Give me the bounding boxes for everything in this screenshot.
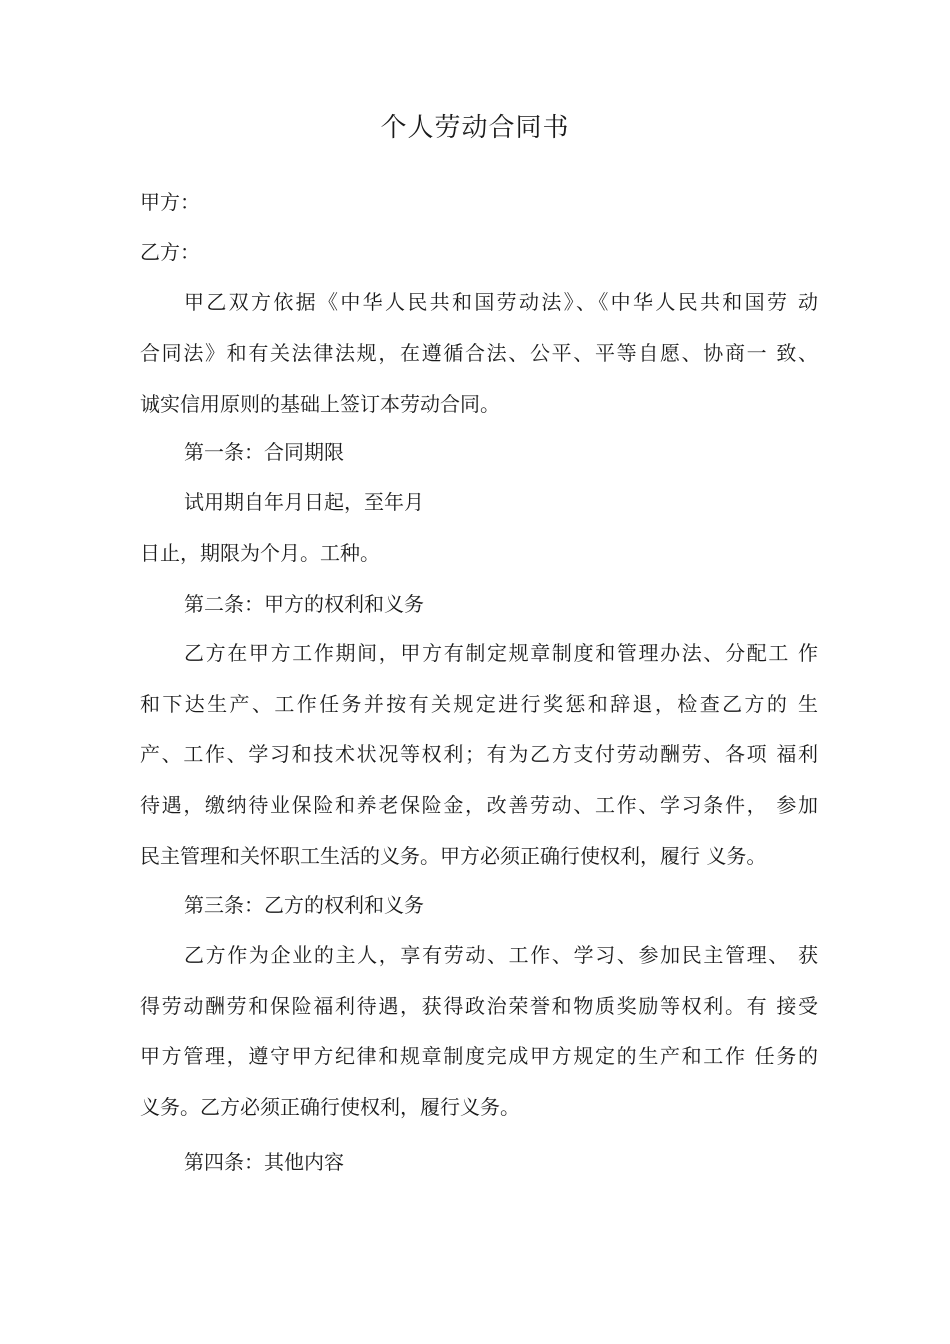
document-title: 个人劳动合同书	[380, 113, 570, 143]
party-a-label: 甲方：	[140, 190, 200, 214]
article-2-line: 民主管理和关怀职工生活的义务。甲方必须正确行使权利，履行 义务。	[140, 844, 767, 868]
preamble-line: 诚实信用原则的基础上签订本劳动合同。	[140, 392, 500, 416]
article-2-line: 待遇，缴纳待业保险和养老保险金，改善劳动、工作、学习条件， 参加	[140, 793, 818, 817]
article-2-line: 乙方在甲方工作期间，甲方有制定规章制度和管理办法、分配工 作	[184, 641, 818, 665]
article-3-line: 甲方管理，遵守甲方纪律和规章制度完成甲方规定的生产和工作 任务的	[140, 1044, 818, 1068]
article-1-line: 试用期自年月日起，至年月	[184, 490, 424, 514]
article-4-heading: 第四条：其他内容	[184, 1150, 344, 1174]
article-3-line: 得劳动酬劳和保险福利待遇，获得政治荣誉和物质奖励等权利。有 接受	[140, 994, 818, 1018]
preamble-line: 合同法》和有关法律法规，在遵循合法、公平、平等自愿、协商一 致、	[140, 341, 818, 365]
article-3-line: 义务。乙方必须正确行使权利，履行义务。	[140, 1095, 520, 1119]
article-1-heading: 第一条：合同期限	[184, 440, 344, 464]
article-3-heading: 第三条：乙方的权利和义务	[184, 893, 424, 917]
article-2-line: 产、工作、学习和技术状况等权利；有为乙方支付劳动酬劳、各项 福利	[140, 742, 818, 766]
article-2-heading: 第二条：甲方的权利和义务	[184, 592, 424, 616]
article-1-line: 日止，期限为个月。工种。	[140, 541, 380, 565]
article-3-line: 乙方作为企业的主人，享有劳动、工作、学习、参加民主管理、 获	[184, 943, 818, 967]
article-2-line: 和下达生产、工作任务并按有关规定进行奖惩和辞退，检查乙方的 生	[140, 692, 818, 716]
party-b-label: 乙方：	[140, 240, 200, 264]
preamble-line: 甲乙双方依据《中华人民共和国劳动法》、《中华人民共和国劳 动	[184, 290, 818, 314]
